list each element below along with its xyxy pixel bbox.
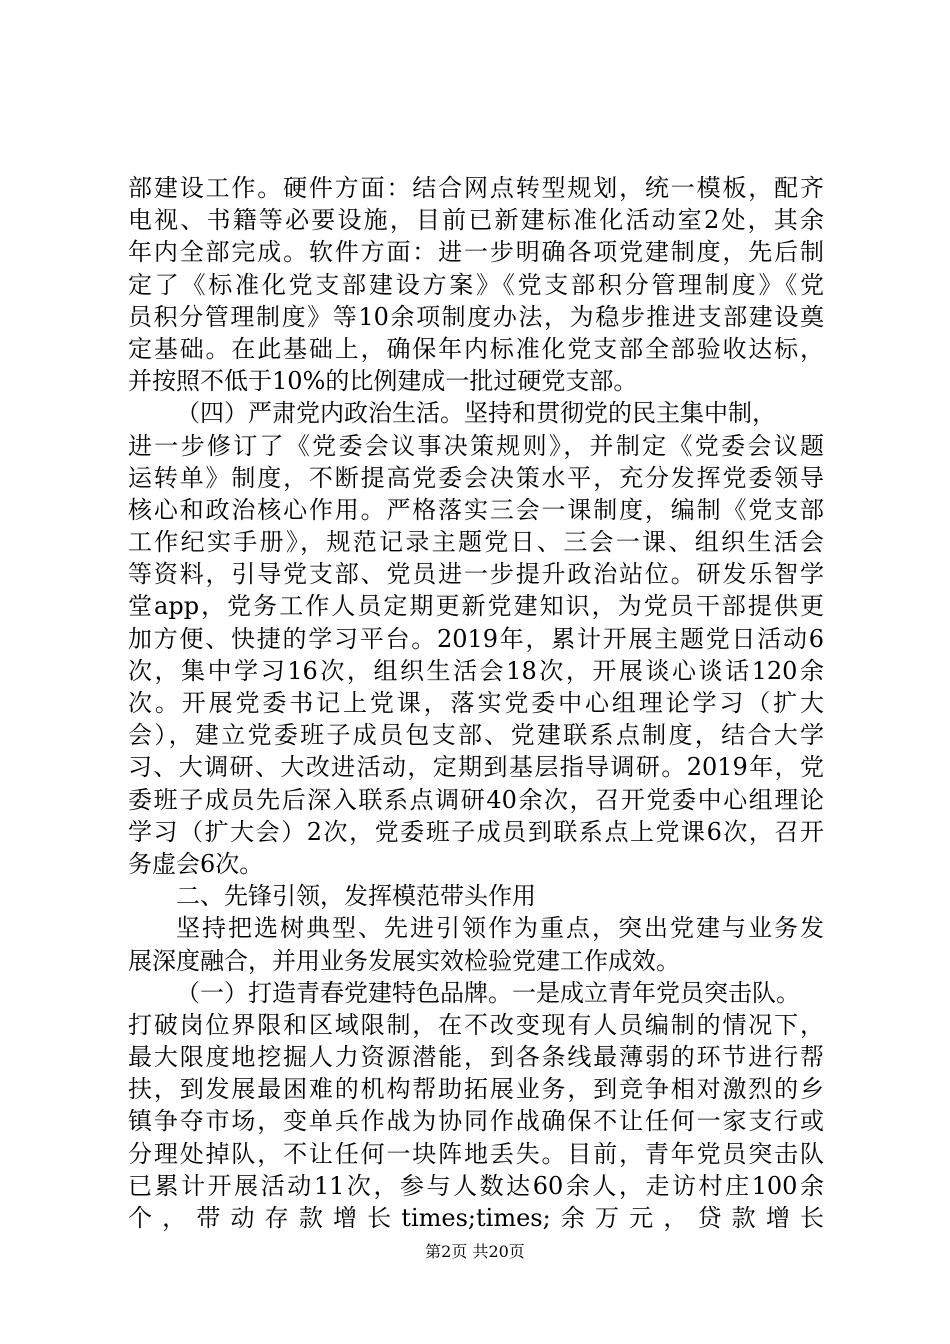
text-line: 加方便、快捷的学习平台。2019年，累计开展主题党日活动6 (128, 624, 824, 653)
text-line: 堂app，党务工作人员定期更新党建知识，为党员干部提供更 (128, 592, 824, 621)
text-line: 个，带动存款增长times;times;余万元，贷款增长 (128, 1204, 824, 1232)
text-line: 已累计开展活动11次，参与人数达60余人，走访村庄100余 (128, 1171, 824, 1200)
text-line: 并按照不低于10%的比例建成一批过硬党支部。 (128, 367, 638, 396)
text-line: 扶，到发展最困难的机构帮助拓展业务，到竞争相对激烈的乡 (128, 1075, 824, 1104)
text-line: 电视、书籍等必要设施，目前已新建标准化活动室2处，其余 (128, 206, 824, 235)
text-line: 委班子成员先后深入联系点调研40余次，召开党委中心组理论 (128, 785, 824, 814)
text-line: 定基础。在此基础上，确保年内标准化党支部全部验收达标， (128, 334, 824, 363)
section-heading: 二、先锋引领，发挥模范带头作用 (176, 882, 536, 911)
document-body (128, 172, 824, 1234)
text-line: 分理处掉队，不让任何一块阵地丢失。目前，青年党员突击队 (128, 1139, 824, 1168)
text-line: 部建设工作。硬件方面：结合网点转型规划，统一模板，配齐 (128, 174, 824, 202)
text-line: 员积分管理制度》等10余项制度办法，为稳步推进支部建设奠 (128, 302, 824, 331)
text-line: 打破岗位界限和区域限制，在不改变现有人员编制的情况下， (128, 1010, 824, 1039)
text-line: 核心和政治核心作用。严格落实三会一课制度，编制《党支部 (128, 495, 824, 524)
text-line: 工作纪实手册》，规范记录主题党日、三会一课、组织生活会 (128, 528, 824, 557)
text-line: （四）严肃党内政治生活。坚持和贯彻党的民主集中制， (176, 399, 776, 428)
text-line: 年内全部完成。软件方面：进一步明确各项党建制度，先后制 (128, 238, 824, 267)
text-line: 展深度融合，并用业务发展实效检验党建工作成效。 (128, 946, 680, 975)
text-line: 等资料，引导党支部、党员进一步提升政治站位。研发乐智学 (128, 560, 824, 589)
text-line: 定了《标准化党支部建设方案》《党支部积分管理制度》《党 (128, 270, 824, 299)
text-line: 次，集中学习16次，组织生活会18次，开展谈心谈话120余 (128, 656, 824, 685)
text-line: 次。开展党委书记上党课，落实党委中心组理论学习（扩大 (128, 689, 824, 717)
text-line: 运转单》制度，不断提高党委会决策水平，充分发挥党委领导 (128, 463, 824, 492)
text-line: 会），建立党委班子成员包支部、党建联系点制度，结合大学 (128, 721, 824, 750)
text-line: 务虚会6次。 (128, 849, 264, 878)
text-line: （一）打造青春党建特色品牌。一是成立青年党员突击队。 (176, 978, 800, 1007)
text-line: 镇争夺市场，变单兵作战为协同作战确保不让任何一家支行或 (128, 1107, 824, 1136)
text-line: 最大限度地挖掘人力资源潜能，到各条线最薄弱的环节进行帮 (128, 1043, 824, 1072)
text-line: 进一步修订了《党委会议事决策规则》，并制定《党委会议题 (128, 431, 824, 460)
text-line: 坚持把选树典型、先进引领作为重点，突出党建与业务发 (176, 914, 824, 943)
text-line: 习、大调研、大改进活动，定期到基层指导调研。2019年，党 (128, 753, 824, 782)
page-footer: 第2页 共20页 (425, 1242, 525, 1261)
text-line: 学习（扩大会）2次，党委班子成员到联系点上党课6次，召开 (128, 817, 824, 846)
